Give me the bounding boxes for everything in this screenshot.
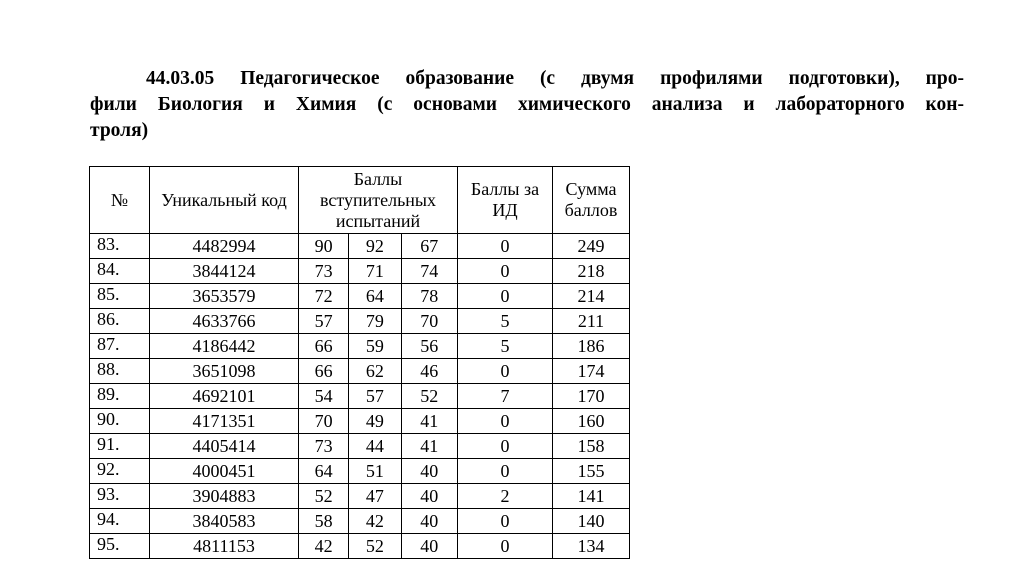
table-row [90, 459, 630, 484]
cell-total-score: 140 [553, 509, 630, 534]
header-unique-code: Уникальный код [150, 167, 299, 234]
cell-score-3: 67 [401, 234, 457, 259]
cell-score-2: 49 [349, 409, 401, 434]
cell-unique-code: 3651098 [150, 359, 299, 384]
cell-id-points: 5 [458, 309, 553, 334]
cell-score-3: 40 [401, 484, 457, 509]
cell-score-3: 74 [401, 259, 457, 284]
cell-score-1: 42 [299, 534, 349, 559]
cell-score-1: 73 [299, 259, 349, 284]
cell-score-3: 46 [401, 359, 457, 384]
cell-id-points: 0 [458, 534, 553, 559]
cell-unique-code: 3904883 [150, 484, 299, 509]
cell-score-1: 58 [299, 509, 349, 534]
cell-score-2: 51 [349, 459, 401, 484]
cell-score-2: 64 [349, 284, 401, 309]
cell-number: 93. [90, 484, 150, 509]
cell-score-3: 78 [401, 284, 457, 309]
cell-unique-code: 4633766 [150, 309, 299, 334]
cell-unique-code: 3840583 [150, 509, 299, 534]
table-row [90, 309, 630, 334]
heading-line-1: 44.03.05 Педагогическое образование (с двумя профилями подготовки), про- [146, 68, 964, 89]
cell-score-2: 42 [349, 509, 401, 534]
header-total-score: Сумма баллов [553, 167, 630, 234]
cell-total-score: 155 [553, 459, 630, 484]
cell-unique-code: 4692101 [150, 384, 299, 409]
cell-id-points: 0 [458, 259, 553, 284]
header-number: № [90, 167, 150, 234]
cell-score-3: 40 [401, 534, 457, 559]
cell-number: 86. [90, 309, 150, 334]
cell-id-points: 2 [458, 484, 553, 509]
table-row [90, 359, 630, 384]
cell-score-1: 64 [299, 459, 349, 484]
cell-unique-code: 4811153 [150, 534, 299, 559]
heading-line-2: фили Биология и Химия (с основами химического анализа и лабораторного кон- [90, 94, 964, 115]
cell-id-points: 0 [458, 409, 553, 434]
cell-total-score: 211 [553, 309, 630, 334]
cell-number: 85. [90, 284, 150, 309]
cell-score-3: 40 [401, 509, 457, 534]
cell-number: 90. [90, 409, 150, 434]
cell-total-score: 141 [553, 484, 630, 509]
cell-unique-code: 3844124 [150, 259, 299, 284]
table-row [90, 384, 630, 409]
cell-id-points: 0 [458, 284, 553, 309]
cell-number: 88. [90, 359, 150, 384]
cell-number: 95. [90, 534, 150, 559]
cell-score-3: 41 [401, 434, 457, 459]
cell-number: 87. [90, 334, 150, 359]
cell-score-2: 79 [349, 309, 401, 334]
cell-unique-code: 4186442 [150, 334, 299, 359]
header-entrance-scores: Баллы вступительных испытаний [299, 167, 458, 234]
cell-unique-code: 4000451 [150, 459, 299, 484]
cell-id-points: 0 [458, 509, 553, 534]
section-heading [90, 66, 964, 144]
cell-score-3: 40 [401, 459, 457, 484]
cell-unique-code: 4171351 [150, 409, 299, 434]
results-table [89, 166, 630, 559]
cell-score-1: 52 [299, 484, 349, 509]
table-header-row [90, 167, 630, 234]
header-id-points: Баллы за ИД [458, 167, 553, 234]
cell-total-score: 134 [553, 534, 630, 559]
cell-unique-code: 3653579 [150, 284, 299, 309]
cell-number: 94. [90, 509, 150, 534]
cell-total-score: 214 [553, 284, 630, 309]
cell-score-1: 54 [299, 384, 349, 409]
cell-total-score: 186 [553, 334, 630, 359]
cell-score-1: 72 [299, 284, 349, 309]
cell-score-1: 70 [299, 409, 349, 434]
table-row [90, 434, 630, 459]
table-body [90, 234, 630, 559]
cell-score-3: 41 [401, 409, 457, 434]
cell-number: 84. [90, 259, 150, 284]
cell-score-1: 73 [299, 434, 349, 459]
cell-score-2: 52 [349, 534, 401, 559]
table-row [90, 234, 630, 259]
cell-score-1: 66 [299, 359, 349, 384]
cell-id-points: 7 [458, 384, 553, 409]
cell-total-score: 170 [553, 384, 630, 409]
cell-unique-code: 4482994 [150, 234, 299, 259]
cell-score-3: 52 [401, 384, 457, 409]
table-row [90, 534, 630, 559]
cell-score-2: 57 [349, 384, 401, 409]
cell-number: 89. [90, 384, 150, 409]
cell-score-3: 70 [401, 309, 457, 334]
cell-score-3: 56 [401, 334, 457, 359]
cell-id-points: 0 [458, 234, 553, 259]
cell-score-2: 62 [349, 359, 401, 384]
cell-number: 91. [90, 434, 150, 459]
table-row [90, 484, 630, 509]
cell-score-2: 44 [349, 434, 401, 459]
cell-score-1: 90 [299, 234, 349, 259]
cell-id-points: 0 [458, 359, 553, 384]
cell-score-2: 92 [349, 234, 401, 259]
cell-total-score: 160 [553, 409, 630, 434]
cell-id-points: 0 [458, 459, 553, 484]
cell-total-score: 174 [553, 359, 630, 384]
cell-total-score: 158 [553, 434, 630, 459]
table-row [90, 509, 630, 534]
table-row [90, 409, 630, 434]
cell-unique-code: 4405414 [150, 434, 299, 459]
cell-number: 92. [90, 459, 150, 484]
table-row [90, 259, 630, 284]
cell-score-2: 71 [349, 259, 401, 284]
cell-score-2: 47 [349, 484, 401, 509]
cell-id-points: 0 [458, 434, 553, 459]
table-row [90, 334, 630, 359]
cell-score-2: 59 [349, 334, 401, 359]
heading-line-3: троля) [90, 120, 149, 141]
table-row [90, 284, 630, 309]
cell-id-points: 5 [458, 334, 553, 359]
cell-number: 83. [90, 234, 150, 259]
cell-score-1: 57 [299, 309, 349, 334]
cell-score-1: 66 [299, 334, 349, 359]
cell-total-score: 218 [553, 259, 630, 284]
cell-total-score: 249 [553, 234, 630, 259]
